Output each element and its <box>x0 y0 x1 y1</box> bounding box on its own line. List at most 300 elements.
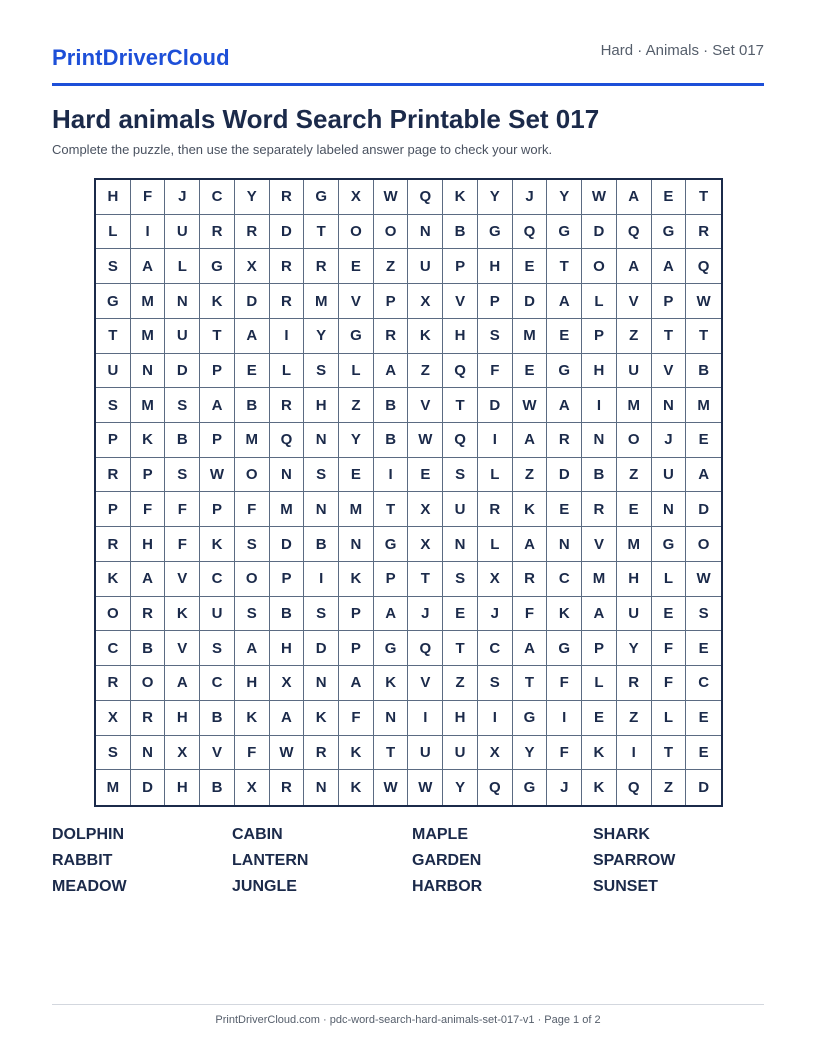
grid-cell: F <box>165 492 200 527</box>
grid-cell: F <box>547 666 582 701</box>
grid-cell: A <box>652 249 687 284</box>
grid-cell: Y <box>235 180 270 215</box>
grid-cell: W <box>408 770 443 805</box>
grid-cell: B <box>200 701 235 736</box>
grid-cell: K <box>374 666 409 701</box>
grid-cell: D <box>582 215 617 250</box>
grid-cell: L <box>478 458 513 493</box>
grid-cell: P <box>270 562 305 597</box>
grid-cell: S <box>478 666 513 701</box>
grid-cell: N <box>582 423 617 458</box>
grid-cell: R <box>617 666 652 701</box>
grid-cell: N <box>652 388 687 423</box>
grid-cell: B <box>131 631 166 666</box>
word-list-item: DOLPHIN <box>52 826 124 843</box>
grid-cell: L <box>96 215 131 250</box>
grid-cell: F <box>131 492 166 527</box>
grid-cell: H <box>131 527 166 562</box>
grid-cell: H <box>165 770 200 805</box>
grid-cell: V <box>165 631 200 666</box>
grid-cell: U <box>165 319 200 354</box>
grid-cell: O <box>235 458 270 493</box>
grid-cell: O <box>686 527 721 562</box>
grid-cell: V <box>652 354 687 389</box>
grid-cell: I <box>131 215 166 250</box>
grid-cell: K <box>131 423 166 458</box>
grid-cell: E <box>686 423 721 458</box>
grid-cell: N <box>339 527 374 562</box>
grid-cell: I <box>617 736 652 771</box>
grid-cell: G <box>200 249 235 284</box>
grid-cell: C <box>478 631 513 666</box>
grid-cell: Z <box>617 319 652 354</box>
grid-cell: P <box>96 492 131 527</box>
grid-cell: R <box>270 388 305 423</box>
grid-cell: O <box>235 562 270 597</box>
grid-cell: I <box>374 458 409 493</box>
grid-cell: B <box>374 423 409 458</box>
grid-cell: K <box>443 180 478 215</box>
grid-cell: W <box>582 180 617 215</box>
grid-cell: N <box>270 458 305 493</box>
grid-cell: F <box>235 736 270 771</box>
grid-cell: P <box>374 284 409 319</box>
grid-cell: T <box>513 666 548 701</box>
grid-cell: D <box>513 284 548 319</box>
grid-cell: R <box>235 215 270 250</box>
grid-cell: R <box>582 492 617 527</box>
grid-cell: K <box>513 492 548 527</box>
grid-cell: O <box>374 215 409 250</box>
grid-cell: B <box>582 458 617 493</box>
grid-cell: W <box>408 423 443 458</box>
grid-cell: N <box>304 666 339 701</box>
grid-cell: R <box>513 562 548 597</box>
grid-cell: R <box>547 423 582 458</box>
grid-cell: H <box>304 388 339 423</box>
grid-cell: S <box>304 354 339 389</box>
grid-cell: U <box>408 249 443 284</box>
grid-cell: T <box>652 736 687 771</box>
grid-cell: W <box>686 562 721 597</box>
grid-cell: G <box>374 527 409 562</box>
grid-cell: N <box>131 354 166 389</box>
grid-cell: M <box>617 388 652 423</box>
grid-cell: E <box>513 354 548 389</box>
grid-cell: H <box>443 701 478 736</box>
grid-cell: S <box>686 597 721 632</box>
grid-cell: E <box>547 319 582 354</box>
grid-cell: L <box>339 354 374 389</box>
word-list-item: LANTERN <box>232 852 309 869</box>
grid-cell: V <box>200 736 235 771</box>
grid-cell: H <box>582 354 617 389</box>
grid-cell: A <box>131 249 166 284</box>
grid-cell: V <box>339 284 374 319</box>
word-list-item: MEADOW <box>52 878 127 895</box>
grid-cell: G <box>513 770 548 805</box>
grid-cell: X <box>339 180 374 215</box>
grid-cell: K <box>582 770 617 805</box>
grid-cell: F <box>339 701 374 736</box>
grid-cell: D <box>235 284 270 319</box>
grid-cell: Z <box>617 701 652 736</box>
grid-cell: A <box>339 666 374 701</box>
grid-cell: O <box>582 249 617 284</box>
grid-cell: U <box>617 354 652 389</box>
grid-cell: R <box>96 666 131 701</box>
grid-cell: F <box>478 354 513 389</box>
grid-cell: N <box>408 215 443 250</box>
grid-cell: A <box>235 319 270 354</box>
grid-cell: C <box>547 562 582 597</box>
grid-cell: S <box>235 527 270 562</box>
grid-cell: K <box>304 701 339 736</box>
grid-cell: A <box>200 388 235 423</box>
grid-cell: A <box>582 597 617 632</box>
grid-cell: A <box>374 597 409 632</box>
grid-cell: L <box>270 354 305 389</box>
grid-cell: V <box>617 284 652 319</box>
grid-cell: E <box>686 631 721 666</box>
grid-cell: B <box>304 527 339 562</box>
grid-cell: C <box>200 562 235 597</box>
grid-cell: P <box>131 458 166 493</box>
grid-cell: F <box>235 492 270 527</box>
grid-cell: G <box>547 631 582 666</box>
grid-cell: I <box>478 423 513 458</box>
grid-cell: D <box>131 770 166 805</box>
grid-cell: U <box>652 458 687 493</box>
grid-cell: O <box>96 597 131 632</box>
grid-cell: B <box>443 215 478 250</box>
grid-cell: K <box>339 562 374 597</box>
grid-cell: N <box>304 492 339 527</box>
grid-cell: O <box>617 423 652 458</box>
grid-cell: E <box>408 458 443 493</box>
grid-cell: K <box>547 597 582 632</box>
header-divider <box>52 83 764 86</box>
grid-cell: A <box>547 284 582 319</box>
grid-cell: A <box>547 388 582 423</box>
grid-cell: A <box>270 701 305 736</box>
grid-cell: R <box>304 736 339 771</box>
word-list-item: HARBOR <box>412 878 483 895</box>
grid-cell: T <box>686 180 721 215</box>
grid-cell: B <box>165 423 200 458</box>
grid-cell: J <box>513 180 548 215</box>
grid-cell: A <box>131 562 166 597</box>
grid-cell: F <box>165 527 200 562</box>
grid-cell: H <box>235 666 270 701</box>
grid-cell: U <box>165 215 200 250</box>
grid-cell: R <box>478 492 513 527</box>
grid-cell: P <box>339 631 374 666</box>
grid-cell: R <box>270 770 305 805</box>
footer-divider <box>52 1004 764 1005</box>
grid-cell: J <box>165 180 200 215</box>
grid-cell: H <box>96 180 131 215</box>
grid-cell: V <box>582 527 617 562</box>
grid-cell: B <box>374 388 409 423</box>
word-list-item: CABIN <box>232 826 283 843</box>
grid-cell: K <box>165 597 200 632</box>
word-list <box>52 826 772 904</box>
grid-cell: G <box>96 284 131 319</box>
grid-cell: S <box>96 249 131 284</box>
grid-cell: S <box>304 597 339 632</box>
grid-cell: X <box>165 736 200 771</box>
grid-cell: M <box>270 492 305 527</box>
grid-cell: E <box>652 597 687 632</box>
grid-cell: S <box>96 388 131 423</box>
grid-cell: Y <box>304 319 339 354</box>
grid-cell: T <box>443 631 478 666</box>
grid-cell: M <box>131 319 166 354</box>
grid-cell: N <box>304 770 339 805</box>
grid-cell: E <box>513 249 548 284</box>
grid-cell: X <box>408 284 443 319</box>
grid-cell: X <box>478 736 513 771</box>
grid-cell: H <box>270 631 305 666</box>
grid-cell: C <box>96 631 131 666</box>
grid-cell: D <box>478 388 513 423</box>
grid-cell: A <box>617 249 652 284</box>
grid-cell: P <box>478 284 513 319</box>
grid-cell: E <box>339 249 374 284</box>
grid-cell: M <box>339 492 374 527</box>
grid-cell: G <box>339 319 374 354</box>
grid-cell: S <box>443 458 478 493</box>
grid-cell: R <box>131 701 166 736</box>
grid-cell: Y <box>478 180 513 215</box>
grid-cell: R <box>304 249 339 284</box>
grid-cell: R <box>131 597 166 632</box>
grid-cell: T <box>374 492 409 527</box>
grid-cell: R <box>270 284 305 319</box>
grid-cell: X <box>270 666 305 701</box>
grid-cell: N <box>131 736 166 771</box>
word-list-item: SPARROW <box>593 852 676 869</box>
grid-cell: X <box>235 249 270 284</box>
grid-cell: R <box>686 215 721 250</box>
grid-cell: I <box>478 701 513 736</box>
grid-cell: K <box>235 701 270 736</box>
grid-cell: M <box>617 527 652 562</box>
grid-cell: A <box>513 631 548 666</box>
word-list-item: GARDEN <box>412 852 482 869</box>
grid-cell: V <box>408 388 443 423</box>
grid-cell: L <box>582 666 617 701</box>
grid-cell: Q <box>270 423 305 458</box>
grid-cell: F <box>652 631 687 666</box>
grid-cell: G <box>652 527 687 562</box>
word-list-item: SHARK <box>593 826 650 843</box>
grid-cell: S <box>165 458 200 493</box>
grid-cell: H <box>443 319 478 354</box>
word-list-item: RABBIT <box>52 852 113 869</box>
grid-cell: R <box>96 527 131 562</box>
word-list-item: JUNGLE <box>232 878 297 895</box>
grid-cell: A <box>686 458 721 493</box>
grid-cell: C <box>200 180 235 215</box>
grid-cell: P <box>443 249 478 284</box>
grid-cell: E <box>339 458 374 493</box>
grid-cell: A <box>374 354 409 389</box>
grid-cell: X <box>478 562 513 597</box>
grid-cell: P <box>374 562 409 597</box>
grid-cell: E <box>652 180 687 215</box>
grid-cell: A <box>165 666 200 701</box>
grid-cell: G <box>513 701 548 736</box>
grid-cell: G <box>374 631 409 666</box>
grid-cell: S <box>165 388 200 423</box>
page-title: Hard animals Word Search Printable Set 017 <box>52 104 600 134</box>
grid-cell: O <box>131 666 166 701</box>
grid-cell: T <box>443 388 478 423</box>
grid-cell: Y <box>617 631 652 666</box>
word-search-grid <box>94 178 723 807</box>
grid-cell: Z <box>339 388 374 423</box>
grid-cell: J <box>408 597 443 632</box>
grid-cell: G <box>547 215 582 250</box>
brand-logo-text[interactable]: PrintDriverCloud <box>52 45 230 70</box>
grid-cell: I <box>582 388 617 423</box>
grid-cell: P <box>582 631 617 666</box>
grid-cell: I <box>304 562 339 597</box>
grid-cell: P <box>200 423 235 458</box>
grid-cell: W <box>513 388 548 423</box>
grid-cell: X <box>96 701 131 736</box>
word-list-item: SUNSET <box>593 878 658 895</box>
grid-cell: W <box>686 284 721 319</box>
grid-cell: E <box>547 492 582 527</box>
grid-cell: V <box>443 284 478 319</box>
grid-cell: E <box>617 492 652 527</box>
grid-cell: Q <box>513 215 548 250</box>
grid-cell: L <box>165 249 200 284</box>
grid-cell: Q <box>617 770 652 805</box>
grid-cell: Y <box>547 180 582 215</box>
grid-cell: U <box>443 736 478 771</box>
grid-cell: Z <box>513 458 548 493</box>
grid-cell: S <box>304 458 339 493</box>
grid-cell: P <box>96 423 131 458</box>
grid-cell: R <box>270 249 305 284</box>
grid-cell: G <box>304 180 339 215</box>
grid-cell: B <box>270 597 305 632</box>
grid-cell: I <box>270 319 305 354</box>
grid-cell: C <box>200 666 235 701</box>
grid-cell: M <box>96 770 131 805</box>
grid-cell: Z <box>443 666 478 701</box>
grid-cell: X <box>235 770 270 805</box>
grid-cell: O <box>339 215 374 250</box>
grid-cell: J <box>547 770 582 805</box>
page-footer: PrintDriverCloud.com · pdc-word-search-hard-animals-set-017-v1 · Page 1 of 2 <box>215 1014 601 1026</box>
grid-cell: K <box>200 527 235 562</box>
grid-cell: R <box>200 215 235 250</box>
grid-cell: X <box>408 527 443 562</box>
grid-cell: W <box>374 180 409 215</box>
grid-cell: Z <box>374 249 409 284</box>
grid-cell: R <box>270 180 305 215</box>
grid-cell: A <box>513 527 548 562</box>
grid-cell: P <box>200 492 235 527</box>
grid-cell: H <box>478 249 513 284</box>
grid-cell: S <box>200 631 235 666</box>
grid-cell: G <box>652 215 687 250</box>
grid-cell: T <box>374 736 409 771</box>
grid-cell: D <box>686 492 721 527</box>
grid-cell: E <box>686 736 721 771</box>
grid-cell: N <box>547 527 582 562</box>
grid-cell: M <box>131 284 166 319</box>
grid-cell: D <box>270 527 305 562</box>
grid-cell: H <box>165 701 200 736</box>
grid-cell: I <box>408 701 443 736</box>
grid-cell: N <box>165 284 200 319</box>
grid-cell: Q <box>617 215 652 250</box>
grid-cell: T <box>652 319 687 354</box>
grid-cell: N <box>443 527 478 562</box>
grid-cell: Q <box>408 631 443 666</box>
grid-cell: W <box>270 736 305 771</box>
grid-cell: L <box>652 562 687 597</box>
grid-cell: T <box>686 319 721 354</box>
grid-cell: F <box>513 597 548 632</box>
grid-cell: Z <box>408 354 443 389</box>
grid-cell: D <box>165 354 200 389</box>
grid-cell: K <box>339 736 374 771</box>
grid-cell: D <box>304 631 339 666</box>
grid-cell: K <box>408 319 443 354</box>
grid-cell: E <box>235 354 270 389</box>
grid-cell: Y <box>339 423 374 458</box>
grid-cell: Q <box>443 354 478 389</box>
grid-cell: L <box>582 284 617 319</box>
grid-cell: E <box>582 701 617 736</box>
grid-cell: V <box>165 562 200 597</box>
grid-cell: Y <box>443 770 478 805</box>
grid-cell: N <box>652 492 687 527</box>
grid-cell: Q <box>478 770 513 805</box>
grid-cell: R <box>374 319 409 354</box>
breadcrumb: Hard · Animals · Set 017 <box>600 42 764 59</box>
grid-cell: K <box>339 770 374 805</box>
grid-cell: F <box>547 736 582 771</box>
grid-cell: Q <box>443 423 478 458</box>
grid-cell: P <box>582 319 617 354</box>
grid-cell: T <box>96 319 131 354</box>
word-list-item: MAPLE <box>412 826 468 843</box>
grid-cell: Z <box>617 458 652 493</box>
grid-cell: M <box>304 284 339 319</box>
grid-cell: W <box>374 770 409 805</box>
grid-cell: H <box>617 562 652 597</box>
grid-cell: I <box>547 701 582 736</box>
grid-cell: U <box>617 597 652 632</box>
grid-cell: R <box>96 458 131 493</box>
grid-cell: S <box>96 736 131 771</box>
grid-cell: K <box>96 562 131 597</box>
grid-cell: A <box>235 631 270 666</box>
grid-cell: U <box>96 354 131 389</box>
grid-cell: P <box>200 354 235 389</box>
grid-cell: U <box>443 492 478 527</box>
grid-cell: Q <box>408 180 443 215</box>
grid-cell: U <box>200 597 235 632</box>
